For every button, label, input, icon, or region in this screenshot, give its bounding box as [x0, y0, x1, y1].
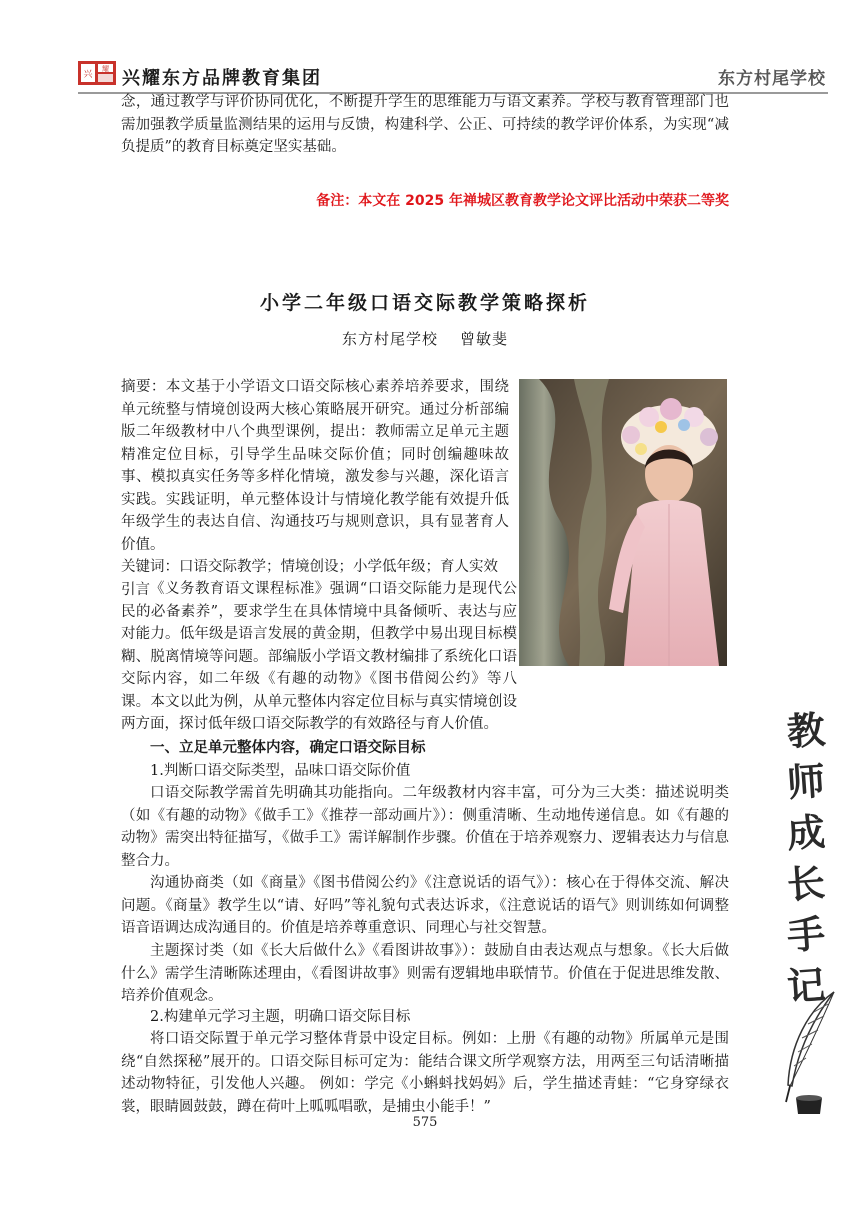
page-number: 575 — [412, 1115, 438, 1130]
school-tag: 东方村尾学校 — [718, 69, 826, 89]
calligraphy-char: 成 — [785, 808, 827, 857]
keywords: 关键词：口语交际教学；情境创设；小学低年级；育人实效 — [121, 559, 498, 575]
abstract: 摘要：本文基于小学语文口语交际核心素养培养要求，围绕单元统整与情境创设两大核心策略展开研究。通过分析部编版二年级教材中八个典型课例，提出：教师需立足单元主题精准定位目标，引导学生品味交际价值；同时创编趣味故事、模拟真实任务等多样化情境，激发参与兴趣，深化语言实践。实践证明，单元整体设计与情境化教学能有效提升低年级学生的表达自信、沟通技巧与规则意识，具有显著育人价值。 — [121, 379, 509, 553]
subsection-heading-1-2: 2.构建单元学习主题，明确口语交际目标 — [150, 1009, 411, 1025]
intro-heading: 引言 — [121, 581, 150, 598]
byline — [121, 328, 729, 349]
svg-text:兴: 兴 — [83, 70, 93, 80]
subsection-heading-1-1: 1.判断口语交际类型，品味口语交际价值 — [150, 763, 411, 779]
section-heading-1: 一、立足单元整体内容，确定口语交际目标 — [150, 739, 426, 756]
abstract-block — [121, 376, 509, 601]
award-note: 备注：本文在 2025 年禅城区教育教学论文评比活动中荣获二等奖 — [316, 193, 729, 209]
group-logo — [78, 61, 116, 85]
author-school: 东方村尾学校 — [341, 330, 438, 348]
quill-icon — [778, 990, 838, 1120]
svg-text:耀: 耀 — [102, 65, 109, 73]
intro-paragraph: 《义务教育语文课程标准》强调“口语交际能力是现代公民的必备素养”，要求学生在具体情境中具备倾听、表达与应对能力。低年级是语言发展的黄金期，但教学中易出现目标模糊、脱离情境等问题。部编版小学语文教材编排了系统化口语交际内容，如二年级《有趣的动物》《图书借阅公约》等八课。本文以此为例，从单元整体内容定位目标与真实情境创设两方面，探讨低年级口语交际教学的有效路径与育人价值。 — [121, 581, 517, 732]
calligraphy-char: 手 — [785, 910, 827, 959]
calligraphy-char: 记 — [785, 961, 827, 1010]
article-title: 小学二年级口语交际教学策略探析 — [259, 292, 590, 314]
paragraph-types: 口语交际教学需首先明确其功能指向。二年级教材内容丰富，可分为三大类：描述说明类（如《有趣的动物》《做手工》《推荐一部动画片》）：侧重清晰、生动地传递信息。如《有趣的动物》需突出特征描写，《做手工》需详解制作步骤。价值在于培养观察力、逻辑表达力与信息整合力。 — [121, 785, 729, 869]
sidebar-calligraphy — [780, 705, 832, 1011]
paragraph-negotiation: 沟通协商类（如《商量》《图书借阅公约》《注意说话的语气》）：核心在于得体交流、解决问题。《商量》教学生以“请、好吗”等礼貌句式表达诉求，《注意说话的语气》则训练如何调整语音语调达成沟通目的。价值是培养尊重意识、同理心与社交智慧。 — [121, 875, 729, 936]
calligraphy-char: 长 — [785, 859, 827, 908]
group-name: 兴耀东方品牌教育集团 — [122, 68, 322, 89]
calligraphy-char: 师 — [785, 757, 827, 806]
calligraphy-char: 教 — [785, 706, 827, 755]
author-name: 曾敏斐 — [460, 330, 509, 348]
author-photo — [519, 379, 727, 666]
paragraph-themes: 主题探讨类（如《长大后做什么》《看图讲故事》）：鼓励自由表达观点与想象。《长大后做什么》需学生清晰陈述理由，《看图讲故事》则需有逻辑地串联情节。价值在于促进思维发散、培养价值观念。 — [121, 943, 729, 1004]
page-header — [0, 55, 850, 95]
paragraph-unit-goals: 将口语交际置于单元学习整体背景中设定目标。例如：上册《有趣的动物》所属单元是围绕“自然探秘”展开的。口语交际目标可定为：能结合课文所学观察方法，用两至三句话清晰描述动物特征，引发他人兴趣。 例如：学完《小蝌蚪找妈妈》后，学生描述青蛙：“它身穿绿衣裳，眼睛圆鼓鼓，蹲在荷叶上呱呱唱歌，是捕虫小能手！” — [121, 1031, 729, 1115]
intro-paragraph-start — [121, 578, 517, 736]
prev-article-tail: 念，通过教学与评价协同优化，不断提升学生的思维能力与语文素养。学校与教育管理部门也需加强教学质量监测结果的运用与反馈，构建科学、公正、可持续的教学评价体系，为实现“减负提质”的教育目标奠定坚实基础。 — [121, 94, 729, 155]
